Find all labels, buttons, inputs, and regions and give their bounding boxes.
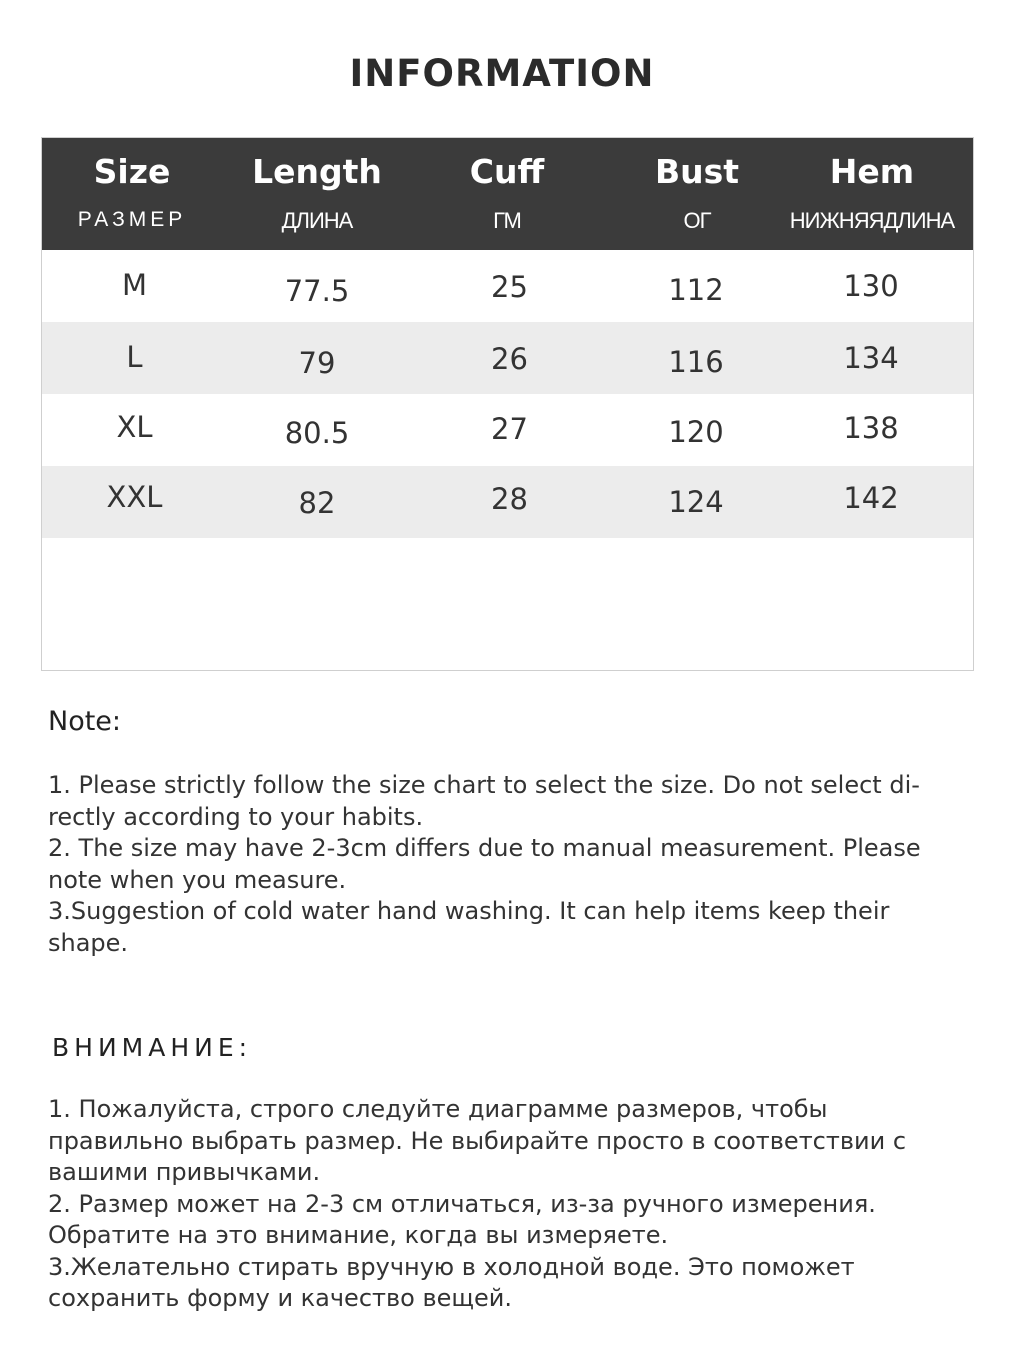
header-size-en: Size [93, 152, 171, 191]
note-item: 1. Please strictly follow the size chart to select the size. Do not select di-rectly according to your habits. [48, 771, 920, 831]
size-table [41, 137, 974, 671]
cell-cuff: 27 [491, 412, 528, 446]
header-bust-en: Bust [654, 152, 740, 191]
header-hem [782, 138, 962, 250]
cell-bust: 124 [668, 485, 724, 519]
cell-cuff: 26 [491, 342, 528, 376]
note-item-ru: 3.Желательно стирать вручную в холодной воде. Это поможет сохранить форму и качество вещей. [48, 1252, 855, 1312]
cell-length: 80.5 [284, 416, 350, 450]
cell-size: L [126, 340, 143, 374]
note-item-ru: 2. Размер может на 2-3 см отличаться, из-за ручного измерения. Обратите на это внимание, когда вы измеряете. [48, 1189, 876, 1249]
header-bust [602, 138, 792, 250]
cell-length: 79 [298, 346, 336, 380]
header-bust-ru: ОГ [683, 208, 711, 233]
table-row [42, 322, 973, 394]
table-header [42, 138, 973, 250]
header-size-ru: РАЗМЕР [77, 208, 187, 231]
cell-bust: 116 [668, 345, 724, 379]
note-text-ru [48, 1094, 968, 1315]
cell-hem: 130 [843, 269, 899, 303]
header-cuff-ru: ГМ [493, 208, 521, 233]
header-hem-ru: НИЖНЯЯДЛИНА [789, 208, 955, 233]
table-row [42, 466, 973, 538]
cell-cuff: 28 [491, 482, 528, 516]
header-cuff [412, 138, 602, 250]
note-heading-ru: ВНИМАНИЕ: [52, 1033, 253, 1062]
header-size [42, 138, 222, 250]
cell-bust: 112 [668, 273, 724, 307]
header-length-en: Length [252, 152, 382, 191]
header-cuff-en: Cuff [469, 152, 545, 191]
cell-hem: 138 [843, 411, 899, 445]
cell-bust: 120 [668, 415, 724, 449]
cell-size: M [121, 268, 148, 302]
note-text-en [48, 770, 968, 959]
note-item: 3.Suggestion of cold water hand washing. It can help items keep their shape. [48, 897, 890, 957]
cell-size: XL [116, 410, 153, 444]
cell-cuff: 25 [491, 270, 528, 304]
cell-length: 82 [298, 486, 336, 520]
header-hem-en: Hem [829, 152, 915, 191]
cell-size: XXL [106, 480, 163, 514]
table-row [42, 250, 973, 322]
page-title: INFORMATION [349, 52, 655, 95]
table-row [42, 394, 973, 466]
note-item: 2. The size may have 2-3cm differs due to manual measurement. Please note when you measure. [48, 834, 921, 894]
cell-hem: 134 [843, 341, 899, 375]
header-length-ru: ДЛИНА [281, 208, 353, 233]
cell-length: 77.5 [284, 274, 350, 308]
note-item-ru: 1. Пожалуйста, строго следуйте диаграмме размеров, чтобы правильно выбрать размер. Не выбирайте просто в соответствии с вашими привычками. [48, 1095, 907, 1186]
note-heading: Note: [48, 706, 122, 737]
cell-hem: 142 [843, 481, 899, 515]
header-length [222, 138, 412, 250]
